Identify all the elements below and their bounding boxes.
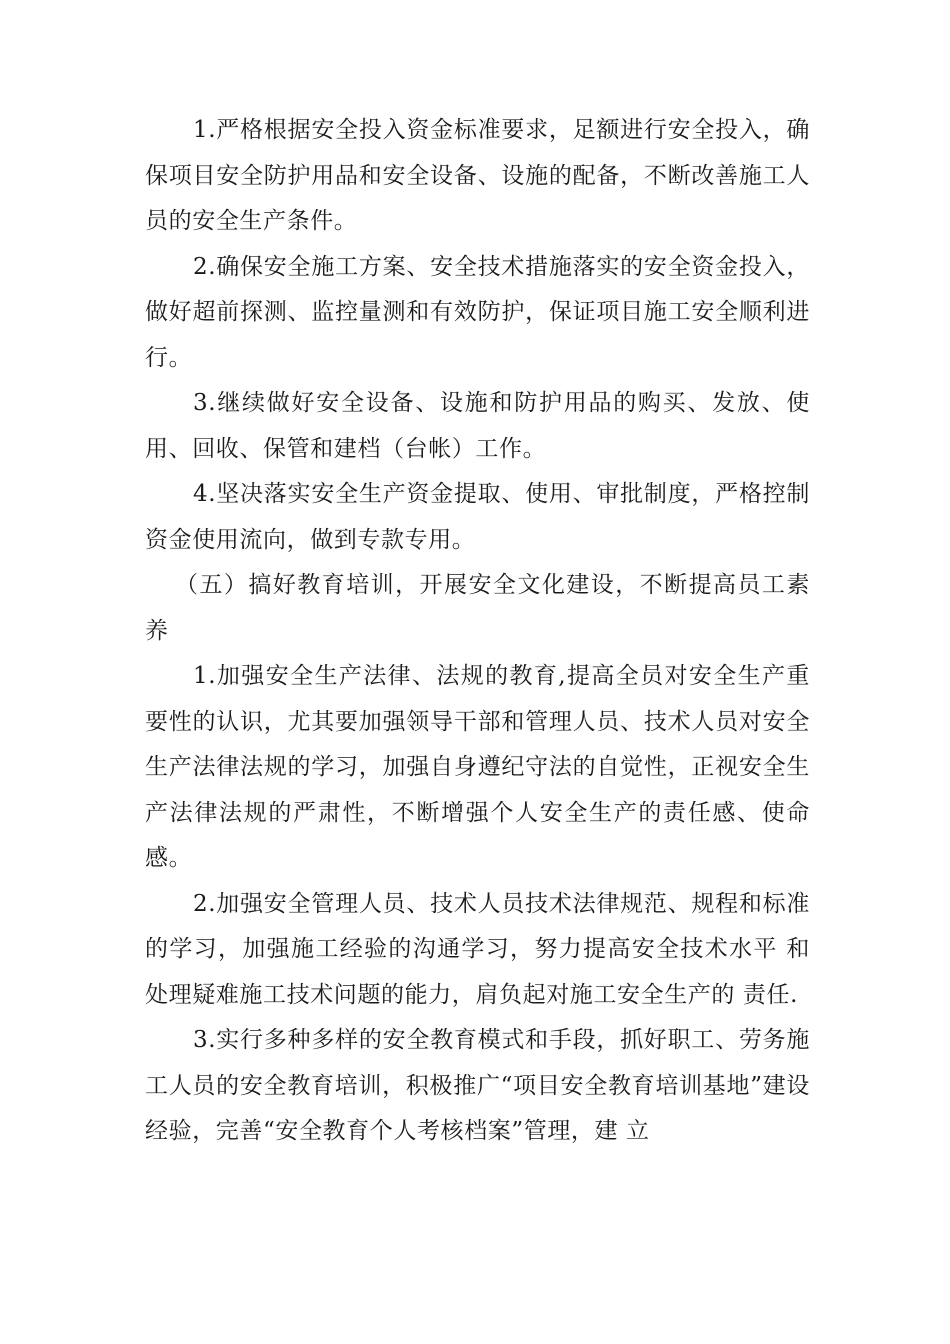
paragraph-training-2: 2.加强安全管理人员、技术人员技术法律规范、规程和标准 的学习，加强施工经验的沟通学习，努力提高安全技术水平 和处理疑难施工技术问题的能力，肩负起对施工安全生产的 责任. [145, 890, 810, 1008]
paragraph-training-3: 3.实行多种多样的安全教育模式和手段，抓好职工、劳务施工人员的安全教育培训，积极推广“项目安全教育培训基地”建设经验，完善“安全教育个人考核档案”管理，建 立 [145, 1027, 810, 1144]
paragraph-funding-3: 3.继续做好安全设备、设施和防护用品的购买、发放、使用、回收、保管和建档（台帐）工作。 [145, 390, 810, 462]
paragraph-funding-4: 4.坚决落实安全生产资金提取、使用、审批制度，严格控制资金使用流向，做到专款专用。 [145, 481, 810, 553]
paragraph-training-1: 1.加强安全生产法律、法规的教育,提高全员对安全生产重要性的认识，尤其要加强领导干部和管理人员、技术人员对安全生产法律法规的学习，加强自身遵纪守法的自觉性，正视安全生产法律法规的严肃性，不断增强个人安全生产的责任感、使命感。 [145, 663, 810, 871]
paragraph-funding-2: 2.确保安全施工方案、安全技术措施落实的安全资金投入，做好超前探测、监控量测和有效防护，保证项目施工安全顺利进行。 [145, 253, 810, 371]
paragraph-funding-1: 1.严格根据安全投入资金标准要求，足额进行安全投入，确保项目安全防护用品和安全设备、设施的配备，不断改善施工人员的安全生产条件。 [145, 117, 810, 234]
document-page [145, 108, 810, 1155]
section-heading-five: （五）搞好教育培训，开展安全文化建设，不断提高员工素养 [145, 572, 810, 644]
